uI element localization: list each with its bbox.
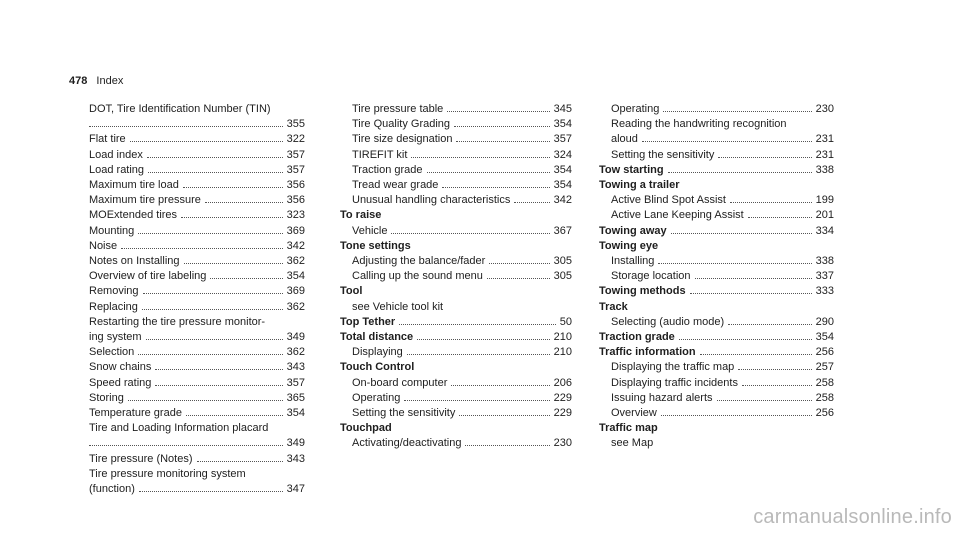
leader-dots (142, 309, 283, 310)
index-entry (599, 315, 834, 330)
index-entry (340, 102, 572, 117)
index-entry (89, 376, 305, 391)
leader-dots (514, 202, 549, 203)
page-ref[interactable]: 362 (286, 300, 305, 313)
index-entry-label: Tire size designation (352, 133, 453, 146)
page-ref[interactable]: 337 (815, 270, 834, 283)
index-entry-label: Temperature grade (89, 407, 182, 420)
leader-dots (184, 263, 283, 264)
leader-dots (668, 172, 812, 173)
index-entry (599, 132, 834, 147)
page-ref[interactable]: 357 (553, 133, 572, 146)
index-column-2 (340, 102, 572, 452)
index-entry (599, 376, 834, 391)
leader-dots (143, 293, 283, 294)
index-entry (340, 315, 572, 330)
index-entry (340, 345, 572, 360)
index-entry (89, 132, 305, 147)
page-ref[interactable]: 229 (553, 407, 572, 420)
page-ref[interactable]: 357 (286, 148, 305, 161)
index-entry-label: Maximum tire load (89, 179, 179, 192)
index-entry-label: Setting the sensitivity (352, 407, 456, 420)
index-entry (599, 208, 834, 223)
index-heading: Towing a trailer (599, 179, 680, 192)
page-ref[interactable]: 365 (286, 391, 305, 404)
index-column-1 (89, 102, 305, 497)
index-entry-label: Replacing (89, 300, 138, 313)
index-heading: Touch Control (340, 361, 415, 374)
leader-dots (717, 400, 812, 401)
index-entry (89, 208, 305, 223)
page-ref[interactable]: 324 (553, 148, 572, 161)
index-entry-label: Issuing hazard alerts (611, 391, 713, 404)
see-reference[interactable]: see Map (611, 437, 654, 450)
index-entry (599, 254, 834, 269)
index-heading: Towing methods (599, 285, 686, 298)
page-ref[interactable]: 210 (553, 331, 572, 344)
page-ref[interactable]: 349 (286, 437, 305, 450)
index-entry-label: Overview of tire labeling (89, 270, 207, 283)
page-ref[interactable]: 323 (286, 209, 305, 222)
page-ref[interactable]: 343 (286, 361, 305, 374)
index-entry-label: Flat tire (89, 133, 126, 146)
leader-dots (155, 385, 282, 386)
leader-dots (121, 248, 283, 249)
index-entry-label: Calling up the sound menu (352, 270, 483, 283)
page-ref[interactable]: 256 (815, 407, 834, 420)
page-ref[interactable]: 305 (553, 270, 572, 283)
index-entry-label: Displaying the traffic map (611, 361, 735, 374)
index-entry (340, 406, 572, 421)
index-entry (89, 239, 305, 254)
page-ref[interactable]: 201 (815, 209, 834, 222)
index-entry (599, 224, 834, 239)
index-heading: To raise (340, 209, 382, 222)
leader-dots (742, 385, 812, 386)
index-entry (599, 193, 834, 208)
index-entry-label: Notes on Installing (89, 255, 180, 268)
index-entry (340, 224, 572, 239)
index-entry (89, 148, 305, 163)
leader-dots (89, 445, 283, 446)
page-ref[interactable]: 333 (815, 285, 834, 298)
page-ref[interactable]: 257 (815, 361, 834, 374)
leader-dots (663, 111, 811, 112)
index-heading: Total distance (340, 331, 414, 344)
leader-dots (399, 324, 556, 325)
page-ref[interactable]: 229 (553, 391, 572, 404)
index-entry (340, 330, 572, 345)
page-ref[interactable]: 347 (286, 483, 305, 496)
index-entry-label: Tire pressure table (352, 103, 444, 115)
page-ref[interactable]: 342 (286, 239, 305, 252)
page-ref[interactable]: 206 (553, 376, 572, 389)
page-ref[interactable]: 355 (286, 118, 305, 131)
page-ref[interactable]: 345 (553, 103, 572, 115)
index-heading: Towing eye (599, 239, 659, 252)
index-heading: Traction grade (599, 331, 675, 344)
index-entry (340, 193, 572, 208)
index-entry-label: Selecting (audio mode) (611, 315, 725, 328)
leader-dots (487, 278, 550, 279)
leader-dots (183, 187, 283, 188)
index-entry-label: Tire and Loading Information placard (89, 422, 269, 435)
index-entry (599, 163, 834, 178)
page-ref[interactable]: 349 (286, 331, 305, 344)
index-heading: Towing away (599, 224, 667, 237)
page-ref[interactable]: 354 (553, 118, 572, 131)
index-entry-label: Operating (611, 103, 660, 115)
index-entry-label: Installing (611, 255, 655, 268)
index-heading: Tool (340, 285, 363, 298)
index-entry (89, 193, 305, 208)
leader-dots (147, 157, 283, 158)
index-entry-label: MOExtended tires (89, 209, 178, 222)
index-entry-label: Traction grade (352, 163, 423, 176)
page-ref[interactable]: 338 (815, 255, 834, 268)
index-entry (89, 178, 305, 193)
leader-dots (155, 369, 282, 370)
index-entry (340, 132, 572, 147)
index-entry-label: Active Lane Keeping Assist (611, 209, 744, 222)
index-entry (340, 148, 572, 163)
leader-dots (454, 126, 550, 127)
leader-dots (427, 172, 550, 173)
leader-dots (181, 217, 283, 218)
page-ref[interactable]: 354 (286, 270, 305, 283)
leader-dots (748, 217, 812, 218)
index-heading: Track (599, 300, 628, 313)
leader-dots (130, 141, 283, 142)
page-ref[interactable]: 230 (553, 437, 572, 450)
see-reference[interactable]: see Vehicle tool kit (352, 300, 444, 313)
index-entry (599, 269, 834, 284)
index-entry (89, 284, 305, 299)
index-entry (89, 300, 305, 315)
index-entry-label: Overview (611, 407, 657, 420)
page-ref[interactable]: 258 (815, 391, 834, 404)
index-entry-label: Tire Quality Grading (352, 118, 451, 131)
leader-dots (456, 141, 549, 142)
index-entry (89, 482, 305, 497)
index-entry (340, 269, 572, 284)
page-ref[interactable]: 362 (286, 255, 305, 268)
index-entry-label: Removing (89, 285, 139, 298)
page-ref[interactable]: 356 (286, 194, 305, 207)
index-entry-label: Reading the handwriting recognition (611, 118, 787, 131)
leader-dots (146, 339, 283, 340)
index-heading: Touchpad (340, 422, 392, 435)
index-entry-label: Tire pressure monitoring system (89, 467, 246, 480)
leader-dots (728, 324, 812, 325)
index-entry-label: Restarting the tire pressure monitor- (89, 315, 266, 328)
index-entry (599, 148, 834, 163)
index-entry-label: Unusual handling characteristics (352, 194, 511, 207)
index-entry (599, 360, 834, 375)
index-entry-label: Activating/deactivating (352, 437, 462, 450)
index-heading: Traffic information (599, 346, 696, 359)
index-heading: Tone settings (340, 239, 411, 252)
section-title: Index (96, 75, 124, 87)
page-ref[interactable]: 354 (553, 179, 572, 192)
watermark-text: carmanualsonline.info (753, 506, 952, 528)
leader-dots (417, 339, 549, 340)
index-entry (89, 224, 305, 239)
index-entry-label: Storage location (611, 270, 691, 283)
page-ref[interactable]: 338 (815, 163, 834, 176)
index-entry-label: Selection (89, 346, 135, 359)
page-header (69, 75, 123, 87)
leader-dots (138, 233, 282, 234)
page-ref[interactable]: 231 (815, 133, 834, 146)
leader-dots (658, 263, 811, 264)
index-entry (599, 330, 834, 345)
index-entry (340, 117, 572, 132)
index-heading: Traffic map (599, 422, 658, 435)
index-entry-label: ing system (89, 331, 142, 344)
leader-dots (205, 202, 283, 203)
leader-dots (442, 187, 549, 188)
leader-dots (642, 141, 812, 142)
index-entry (89, 117, 305, 132)
page-ref[interactable]: 343 (286, 452, 305, 465)
index-entry (89, 436, 305, 451)
leader-dots (197, 461, 283, 462)
index-entry-label: Snow chains (89, 361, 152, 374)
index-entry-label: Tread wear grade (352, 179, 439, 192)
index-entry-label: Active Blind Spot Assist (611, 194, 726, 207)
leader-dots (210, 278, 282, 279)
index-entry (89, 330, 305, 345)
page-ref[interactable]: 354 (553, 163, 572, 176)
leader-dots (671, 233, 812, 234)
page-ref[interactable]: 334 (815, 224, 834, 237)
index-entry-label: Load rating (89, 163, 145, 176)
page-ref[interactable]: 256 (815, 346, 834, 359)
index-entry (599, 102, 834, 117)
index-entry-label: Displaying traffic incidents (611, 376, 738, 389)
index-entry (340, 391, 572, 406)
leader-dots (128, 400, 283, 401)
index-entry (89, 452, 305, 467)
index-entry (599, 406, 834, 421)
index-entry-label: TIREFIT kit (352, 148, 408, 161)
page-ref[interactable]: 290 (815, 315, 834, 328)
leader-dots (679, 339, 812, 340)
index-column-3 (599, 102, 834, 452)
index-entry-label: Load index (89, 148, 143, 161)
leader-dots (695, 278, 812, 279)
leader-dots (89, 126, 283, 127)
leader-dots (447, 111, 549, 112)
page-ref[interactable]: 322 (286, 133, 305, 146)
page-ref[interactable]: 199 (815, 194, 834, 207)
leader-dots (700, 354, 812, 355)
leader-dots (139, 491, 283, 492)
leader-dots (690, 293, 812, 294)
index-entry (89, 406, 305, 421)
page-ref[interactable]: 50 (559, 315, 572, 328)
page-ref[interactable]: 367 (553, 224, 572, 237)
index-entry-label: Vehicle (352, 224, 388, 237)
index-heading: Tow starting (599, 163, 664, 176)
leader-dots (465, 445, 549, 446)
page-ref[interactable]: 369 (286, 224, 305, 237)
index-heading: Top Tether (340, 315, 396, 328)
page-number: 478 (69, 75, 88, 87)
leader-dots (459, 415, 549, 416)
leader-dots (407, 354, 550, 355)
leader-dots (391, 233, 549, 234)
page-ref[interactable]: 231 (815, 148, 834, 161)
index-entry (340, 436, 572, 451)
page-ref[interactable]: 230 (815, 103, 834, 115)
index-entry-label: aloud (611, 133, 638, 146)
page-ref[interactable]: 357 (286, 163, 305, 176)
page-ref[interactable]: 354 (286, 407, 305, 420)
index-entry-label: Operating (352, 391, 401, 404)
index-entry (89, 360, 305, 375)
index-entry-label: (function) (89, 483, 135, 496)
leader-dots (718, 157, 811, 158)
index-entry (89, 391, 305, 406)
page-ref[interactable]: 210 (553, 346, 572, 359)
index-entry (340, 178, 572, 193)
index-entry (340, 376, 572, 391)
leader-dots (404, 400, 549, 401)
leader-dots (411, 157, 549, 158)
index-entry (340, 254, 572, 269)
leader-dots (148, 172, 283, 173)
index-entry (89, 345, 305, 360)
leader-dots (730, 202, 812, 203)
leader-dots (489, 263, 549, 264)
leader-dots (661, 415, 812, 416)
index-entry (89, 269, 305, 284)
index-entry (599, 345, 834, 360)
index-entry-label: Speed rating (89, 376, 152, 389)
index-entry-label: Noise (89, 239, 118, 252)
page-ref[interactable]: 305 (553, 255, 572, 268)
index-entry-label: DOT, Tire Identification Number (TIN) (89, 103, 271, 115)
index-entry-label: Adjusting the balance/fader (352, 255, 486, 268)
leader-dots (186, 415, 283, 416)
index-entry-label: Displaying (352, 346, 403, 359)
index-entry-label: Storing (89, 391, 124, 404)
page-ref[interactable]: 362 (286, 346, 305, 359)
page-ref[interactable]: 342 (553, 194, 572, 207)
index-entry (340, 163, 572, 178)
index-entry-label: Maximum tire pressure (89, 194, 201, 207)
page-ref[interactable]: 356 (286, 179, 305, 192)
index-entry-label: Setting the sensitivity (611, 148, 715, 161)
index-entry-label: Mounting (89, 224, 135, 237)
index-entry (89, 163, 305, 178)
index-entry (599, 391, 834, 406)
leader-dots (738, 369, 811, 370)
index-entry-label: On-board computer (352, 376, 448, 389)
index-entry (599, 284, 834, 299)
leader-dots (451, 385, 549, 386)
page-ref[interactable]: 354 (815, 331, 834, 344)
index-entry (89, 254, 305, 269)
leader-dots (138, 354, 282, 355)
index-entry-label: Tire pressure (Notes) (89, 452, 193, 465)
page-ref[interactable]: 369 (286, 285, 305, 298)
page-ref[interactable]: 258 (815, 376, 834, 389)
page-ref[interactable]: 357 (286, 376, 305, 389)
